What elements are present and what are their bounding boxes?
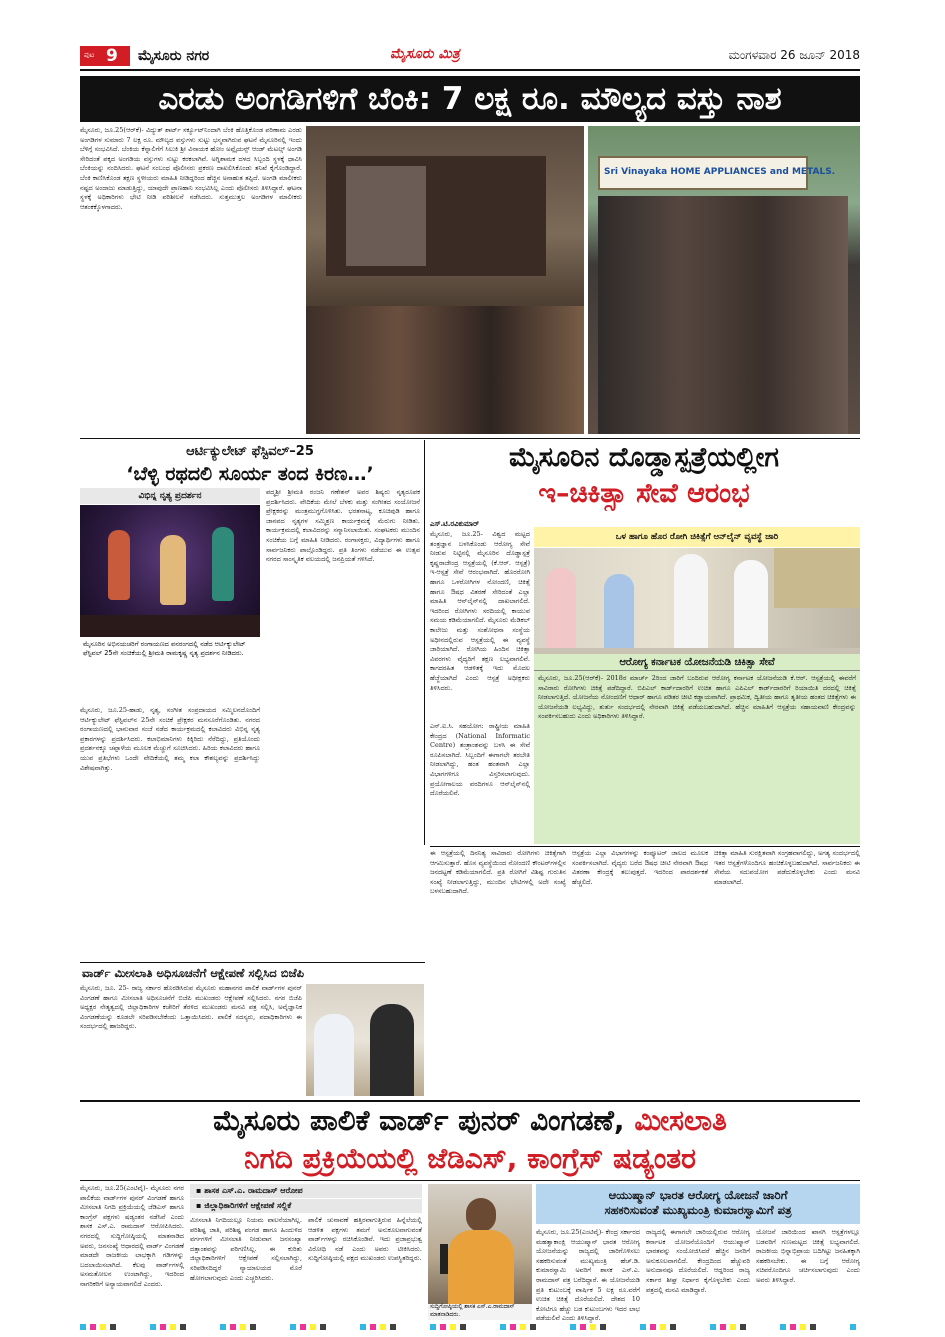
speaker-head	[466, 1198, 496, 1232]
ayushman-col-1: ಮೈಸೂರು, ಜೂ.25(ಎಂಟಿವೈ)- ಕೇಂದ್ರ ಸರ್ಕಾರದ ಮಹತ್ವಾಕಾಂಕ್ಷಿ ಆಯುಷ್ಮಾನ್ ಭಾರತ ಆರೋಗ್ಯ ಯೋಜನೆಯನ್ನು ರಾಜ್ಯದಲ್ಲಿ ಜಾರಿಗೊಳಿಸಲು ಸಹಕರಿಸುವಂತೆ ಮುಖ್ಯಮಂತ್ರಿ ಹೆಚ್.ಡಿ. ಕುಮಾರಸ್ವಾಮಿ ಅವರಿಗೆ ಶಾಸಕ ಎಸ್.ಎ. ರಾಮದಾಸ್ ಪತ್ರ ಬರೆದಿದ್ದಾರೆ. ಈ ಯೋಜನೆಯಡಿ ಪ್ರತಿ ಕುಟುಂಬಕ್ಕೆ ವಾರ್ಷಿಕ 5 ಲಕ್ಷ ರೂ.ವರೆಗೆ ಉಚಿತ ಚಿಕಿತ್ಸೆ ದೊರೆಯಲಿದೆ. ದೇಶದ 10 ಕೋಟಿಗೂ ಹೆಚ್ಚು ಬಡ ಕುಟುಂಬಗಳು ಇದರ ಲಾಭ ಪಡೆಯಲಿವೆ ಎಂದು ತಿಳಿಸಿದ್ದಾರೆ.	[536, 1228, 640, 1323]
palike-headline-red: ಮೀಸಲಾತಿ	[634, 1104, 727, 1137]
hospital-col: ಮೈಸೂರು, ಜೂ.25- ವಿಶ್ವದ ಮಟ್ಟದ ತಂತ್ರಜ್ಞಾನ ಬಳಸಿಕೊಂಡು ಆರೋಗ್ಯ ಸೇವೆ ನೀಡುವ ನಿಟ್ಟಿನಲ್ಲಿ ಮೈಸೂರಿನ ದೊಡ್ಡಾಸ್ಪತ್ರೆ ಕೃಷ್ಣರಾಜೇಂದ್ರ ಆಸ್ಪತ್ರೆಯಲ್ಲಿ (ಕೆ.ಆರ್. ಆಸ್ಪತ್ರೆ) ಇ-ಆಸ್ಪತ್ರೆ ಸೇವೆ ಆರಂಭವಾಗಿದೆ. ಹೊರರೋಗಿ ಹಾಗೂ ಒಳರೋಗಿಗಳ ನೋಂದಣಿ, ಚಿಕಿತ್ಸೆ ಹಾಗೂ ಔಷಧ ವಿತರಣೆ ಸೇರಿದಂತೆ ಎಲ್ಲಾ ಮಾಹಿತಿ ಆನ್‌ಲೈನ್‌ನಲ್ಲಿ ದಾಖಲಾಗಲಿದೆ. ಇದರಿಂದ ರೋಗಿಗಳು ಸರದಿಯಲ್ಲಿ ಕಾಯುವ ಸಮಯ ಕಡಿಮೆಯಾಗಲಿದೆ. ಮೈಸೂರು ಮೆಡಿಕಲ್ ಕಾಲೇಜು ಮತ್ತು ಸಂಶೋಧನಾ ಸಂಸ್ಥೆಯ ಅಧೀನದಲ್ಲಿರುವ ಆಸ್ಪತ್ರೆಯಲ್ಲಿ ಈ ವ್ಯವಸ್ಥೆ ಜಾರಿಯಾಗಿದೆ. ರೋಗಿಯ ಹಿಂದಿನ ಚಿಕಿತ್ಸಾ ವಿವರಗಳು ವೈದ್ಯರಿಗೆ ತಕ್ಷಣ ಲಭ್ಯವಾಗಲಿವೆ. ಕಾಗದರಹಿತ ಆಡಳಿತಕ್ಕೆ ಇದು ಮೊದಲ ಹೆಜ್ಜೆಯಾಗಿದೆ ಎಂದು ಆಸ್ಪತ್ರೆ ಅಧೀಕ್ಷಕರು ತಿಳಿಸಿದರು.	[430, 530, 530, 692]
fest-kicker: ಆರ್ಟಿಕ್ಯುಲೇಟ್ ಫೆಸ್ಟಿವಲ್–25	[186, 444, 314, 459]
palike-col-3: ಪಾಲಿಕೆ ಚುನಾವಣೆ ಹತ್ತಿರವಾಗುತ್ತಿರುವ ಹಿನ್ನೆಲೆಯಲ್ಲಿ ಆಡಳಿತ ಪಕ್ಷಗಳು ತಮಗೆ ಅನುಕೂಲವಾಗುವಂತೆ ವಾರ್ಡ್‌ಗಳನ್ನು ರಚಿಸಿಕೊಂಡಿವೆ. ಇದು ಪ್ರಜಾಪ್ರಭುತ್ವ ವಿರೋಧಿ ನಡೆ ಎಂದು ಅವರು ಟೀಕಿಸಿದರು. ಸುದ್ದಿಗೋಷ್ಠಿಯಲ್ಲಿ ಪಕ್ಷದ ಮುಖಂಡರು ಉಪಸ್ಥಿತರಿದ್ದರು.	[308, 1216, 422, 1263]
fire-bottom-rule	[80, 438, 860, 439]
palike-headline-1	[80, 1104, 860, 1138]
ayushman-header	[536, 1184, 860, 1224]
palike-col-2: ಮೀಸಲಾತಿ ನಿಗದಿಯಲ್ಲೂ ನಿಯಮ ಪಾಲನೆಯಾಗಿಲ್ಲ. ಪರಿಶಿಷ್ಟ ಜಾತಿ, ಪರಿಶಿಷ್ಟ ಪಂಗಡ ಹಾಗೂ ಹಿಂದುಳಿದ ವರ್ಗಗಳಿಗೆ ಮೀಸಲಾತಿ ನೀಡುವಾಗ ಜನಸಂಖ್ಯಾ ದತ್ತಾಂಶವನ್ನು ಪರಿಗಣಿಸಿಲ್ಲ. ಈ ಕುರಿತು ಜಿಲ್ಲಾಧಿಕಾರಿಗಳಿಗೆ ಆಕ್ಷೇಪಣೆ ಸಲ್ಲಿಸಲಾಗಿದ್ದು, ಸರಿಪಡಿಸದಿದ್ದರೆ ನ್ಯಾಯಾಲಯದ ಮೊರೆ ಹೋಗಲಾಗುವುದು ಎಂದು ಎಚ್ಚರಿಸಿದರು.	[190, 1216, 302, 1282]
person-3	[674, 554, 708, 648]
ward-headline: ವಾರ್ಡ್ ಮೀಸಲಾತಿ ಅಧಿಸೂಚನೆಗೆ ಆಕ್ಷೇಪಣೆ ಸಲ್ಲಿಸಿದ ಬಿಜೆಪಿ	[82, 966, 305, 980]
debris	[306, 306, 584, 434]
page-number: 9	[106, 46, 118, 66]
hospital-lower-col-3: ಚಿಕಿತ್ಸಾ ಮಾಹಿತಿ ಸುರಕ್ಷಿತವಾಗಿ ಸಂಗ್ರಹವಾಗಲಿದ್ದು, ಅಗತ್ಯ ಸಂದರ್ಭದಲ್ಲಿ ಇತರ ಆಸ್ಪತ್ರೆಗಳೊಂದಿಗೂ ಹಂಚಿಕೊಳ್ಳಬಹುದಾಗಿದೆ. ಸಾರ್ವಜನಿಕರು ಈ ಸೇವೆಯ ಸದುಪಯೋಗ ಪಡೆದುಕೊಳ್ಳಬೇಕು ಎಂದು ಮನವಿ ಮಾಡಲಾಗಿದೆ.	[714, 849, 860, 886]
page-label: ಪುಟ	[84, 51, 95, 59]
ramdas-photo	[428, 1184, 532, 1304]
page-date: ಮಂಗಳವಾರ 26 ಜೂನ್ 2018	[728, 48, 860, 62]
official-1	[314, 1014, 354, 1096]
ayushman-col-3: ಯೋಜನೆ ಜಾರಿಯಿಂದ ಖಾಸಗಿ ಆಸ್ಪತ್ರೆಗಳಲ್ಲೂ ಬಡವರಿಗೆ ಗುಣಮಟ್ಟದ ಚಿಕಿತ್ಸೆ ಲಭ್ಯವಾಗಲಿದೆ. ರಾಜಕೀಯ ಭಿನ್ನಾಭಿಪ್ರಾಯ ಬದಿಗಿಟ್ಟು ಜನಹಿತಕ್ಕಾಗಿ ಸಹಕರಿಸಬೇಕು. ಈ ಬಗ್ಗೆ ಆರೋಗ್ಯ ಸಚಿವರೊಂದಿಗೂ ಚರ್ಚಿಸಲಾಗುವುದು ಎಂದು ಅವರು ತಿಳಿಸಿದ್ದಾರೆ.	[756, 1228, 860, 1284]
hospital-col-b: ಎನ್.ಐ.ಸಿ. ಸಹಯೋಗ: ರಾಷ್ಟ್ರೀಯ ಮಾಹಿತಿ ಕೇಂದ್ರದ (National Informatic Centre) ತಂತ್ರಾಂಶವನ್ನು ಬಳಸಿ ಈ ಸೇವೆ ರೂಪಿಸಲಾಗಿದೆ. ಸಿಬ್ಬಂದಿಗೆ ಈಗಾಗಲೇ ತರಬೇತಿ ನೀಡಲಾಗಿದ್ದು, ಹಂತ ಹಂತವಾಗಿ ಎಲ್ಲಾ ವಿಭಾಗಗಳಿಗೂ ವಿಸ್ತರಿಸಲಾಗುವುದು. ಪ್ರಯೋಗಾಲಯ ವರದಿಗಳೂ ಆನ್‌ಲೈನ್‌ನಲ್ಲಿ ದೊರೆಯಲಿವೆ.	[430, 722, 530, 798]
official-2	[370, 1004, 414, 1096]
hospital-headline-2: ಇ–ಚಿಕಿತ್ಸಾ ಸೇವೆ ಆರಂಭ	[538, 478, 750, 509]
stage-floor	[80, 615, 260, 637]
dancer-1	[108, 530, 130, 600]
ayushman-col-2: ರಾಜ್ಯದಲ್ಲಿ ಈಗಾಗಲೇ ಜಾರಿಯಲ್ಲಿರುವ ಆರೋಗ್ಯ ಕರ್ನಾಟಕ ಯೋಜನೆಯೊಂದಿಗೆ ಆಯುಷ್ಮಾನ್ ಭಾರತವನ್ನು ಸಂಯೋಜಿಸಿದರೆ ಹೆಚ್ಚಿನ ಜನರಿಗೆ ಅನುಕೂಲವಾಗಲಿದೆ. ಕೇಂದ್ರದಿಂದ ಹೆಚ್ಚುವರಿ ಅನುದಾನವೂ ದೊರೆಯಲಿದೆ. ಆದ್ದರಿಂದ ರಾಜ್ಯ ಸರ್ಕಾರ ಶೀಘ್ರ ನಿರ್ಧಾರ ಕೈಗೊಳ್ಳಬೇಕು ಎಂದು ಪತ್ರದಲ್ಲಿ ಮನವಿ ಮಾಡಿದ್ದಾರೆ.	[646, 1228, 750, 1294]
page-number-box	[80, 46, 130, 66]
fest-col-1: ಮೈಸೂರು, ಜೂ.25-ಹಾಡು, ನೃತ್ಯ, ಸಂಗೀತ ಸಂಪ್ರದಾಯದ ಸಮ್ಮಿಲನದೊಂದಿಗೆ ಆರ್ಟಿಕ್ಯುಲೇಟ್ ಫೆಸ್ಟಿವಲ್‌ನ 25ನೇ ಸಂಚಿಕೆ ಪ್ರೇಕ್ಷಕರ ಮನಸೂರೆಗೊಂಡಿತು. ನಗರದ ರಂಗಾಯಣದಲ್ಲಿ ಭಾನುವಾರ ಸಂಜೆ ನಡೆದ ಕಾರ್ಯಕ್ರಮದಲ್ಲಿ ಕಲಾವಿದರು ವಿಭಿನ್ನ ನೃತ್ಯ ಪ್ರಕಾರಗಳನ್ನು ಪ್ರದರ್ಶಿಸಿದರು. ಕಲಾಭಿಮಾನಿಗಳು ಕಿಕ್ಕಿರಿದು ನೆರೆದಿದ್ದು, ಪ್ರತಿಯೊಂದು ಪ್ರದರ್ಶನಕ್ಕೂ ಚಪ್ಪಾಳೆಯ ಮೂಲಕ ಮೆಚ್ಚುಗೆ ಸೂಚಿಸಿದರು. ಹಿರಿಯ ಕಲಾವಿದರು ಹಾಗೂ ಯುವ ಪ್ರತಿಭೆಗಳು ಒಂದೇ ವೇದಿಕೆಯಲ್ಲಿ ತಮ್ಮ ಕಲಾ ಕೌಶಲ್ಯವನ್ನು ಪ್ರದರ್ಶಿಸಿದ್ದು ವಿಶೇಷವಾಗಿತ್ತು.	[80, 706, 260, 772]
fire-story-body: ಮೈಸೂರು, ಜೂ.25(ಆರ್‌ಕೆ)- ವಿದ್ಯುತ್ ಶಾರ್ಟ್ ಸರ್ಕ್ಯೂಟ್‌ನಿಂದಾಗಿ ಬೆಂಕಿ ಹೊತ್ತಿಕೊಂಡ ಪರಿಣಾಮ ಎರಡು ಅಂಗಡಿಗಳ ಸುಮಾರು 7 ಲಕ್ಷ ರೂ. ಮೌಲ್ಯದ ವಸ್ತುಗಳು ಸುಟ್ಟು ಭಸ್ಮವಾಗಿರುವ ಘಟನೆ ಮೈಸೂರಿನಲ್ಲಿ ಇಂದು ಬೆಳಿಗ್ಗೆ ಸಂಭವಿಸಿದೆ. ಬೆಂಕಿಯ ಕೆನ್ನಾಲಿಗೆಗೆ ಸಿಲುಕಿ ಶ್ರೀ ವಿನಾಯಕ ಹೋಂ ಅಪ್ಲೈಯನ್ಸ್ ಆಂಡ್ ಮೆಟಲ್ಸ್ ಅಂಗಡಿ ಸೇರಿದಂತೆ ಪಕ್ಕದ ಅಂಗಡಿಯ ವಸ್ತುಗಳು ಸುಟ್ಟು ಕರಕಲಾಗಿವೆ. ಅಗ್ನಿಶಾಮಕ ದಳದ ಸಿಬ್ಬಂದಿ ಸ್ಥಳಕ್ಕೆ ಧಾವಿಸಿ ಬೆಂಕಿಯನ್ನು ನಂದಿಸಿದರು. ಘಟನೆ ಸಂಬಂಧ ಪೊಲೀಸರು ಪ್ರಕರಣ ದಾಖಲಿಸಿಕೊಂಡು ತನಿಖೆ ಕೈಗೊಂಡಿದ್ದಾರೆ. ಬೆಂಕಿ ಕಾಣಿಸಿಕೊಂಡ ತಕ್ಷಣ ಸ್ಥಳೀಯರು ಮಾಹಿತಿ ನೀಡಿದ್ದರಿಂದ ಹೆಚ್ಚಿನ ಅನಾಹುತ ತಪ್ಪಿದೆ. ಅಂಗಡಿ ಮಾಲೀಕರು ನಷ್ಟದ ಅಂದಾಜು ಮಾಡುತ್ತಿದ್ದು, ಯಾವುದೇ ಪ್ರಾಣಹಾನಿ ಸಂಭವಿಸಿಲ್ಲ ಎಂದು ಪೊಲೀಸರು ತಿಳಿಸಿದ್ದಾರೆ. ಘಟನಾ ಸ್ಥಳಕ್ಕೆ ಅಧಿಕಾರಿಗಳು ಭೇಟಿ ನೀಡಿ ಪರಿಶೀಲನೆ ನಡೆಸಿದರು. ಸುತ್ತಮುತ್ತಲ ಅಂಗಡಿಗಳ ಮಾಲೀಕರು ಆತಂಕಕ್ಕೊಳಗಾದರು.	[80, 126, 302, 211]
palike-bullet-1: ▪ ಶಾಸಕ ಎಸ್.ಎ. ರಾಮದಾಸ್ ಆರೋಪ	[190, 1184, 422, 1198]
arogya-box	[534, 654, 860, 844]
arogya-body: ಮೈಸೂರು, ಜೂ.25(ಆರ್‌ಕೆ)- 2018ರ ಮಾರ್ಚ್ 2ರಿಂದ ಜಾರಿಗೆ ಬಂದಿರುವ ಆರೋಗ್ಯ ಕರ್ನಾಟಕ ಯೋಜನೆಯಡಿ ಕೆ.ಆರ್. ಆಸ್ಪತ್ರೆಯಲ್ಲಿ ಈವರೆಗೆ ಸಾವಿರಾರು ರೋಗಿಗಳು ಚಿಕಿತ್ಸೆ ಪಡೆದಿದ್ದಾರೆ. ಬಿಪಿಎಲ್ ಕಾರ್ಡ್‌ದಾರರಿಗೆ ಉಚಿತ ಹಾಗೂ ಎಪಿಎಲ್ ಕಾರ್ಡ್‌ದಾರರಿಗೆ ರಿಯಾಯಿತಿ ದರದಲ್ಲಿ ಚಿಕಿತ್ಸೆ ನೀಡಲಾಗುತ್ತಿದೆ. ಯೋಜನೆಯ ನೋಂದಣಿಗೆ ಆಧಾರ್ ಹಾಗೂ ಪಡಿತರ ಚೀಟಿ ಕಡ್ಡಾಯವಾಗಿದೆ. ಪ್ರಾಥಮಿಕ, ದ್ವಿತೀಯ ಹಾಗೂ ತೃತೀಯ ಹಂತದ ಚಿಕಿತ್ಸೆಗಳು ಈ ಯೋಜನೆಯಡಿ ಲಭ್ಯವಿದ್ದು, ತುರ್ತು ಸಂದರ್ಭದಲ್ಲಿ ನೇರವಾಗಿ ಚಿಕಿತ್ಸೆ ಪಡೆಯಬಹುದಾಗಿದೆ. ಹೆಚ್ಚಿನ ಮಾಹಿತಿಗೆ ಆಸ್ಪತ್ರೆಯ ಸಹಾಯವಾಣಿ ಕೇಂದ್ರವನ್ನು ಸಂಪರ್ಕಿಸಬಹುದು ಎಂದು ಅಧಿಕಾರಿಗಳು ತಿಳಿಸಿದ್ದಾರೆ.	[538, 674, 856, 721]
fest-col-2: ಪದ್ಮಶ್ರೀ ಶ್ರೀಮತಿ ರಂಜನಿ ಗಣೇಶನ್ ಅವರ ಶಿಷ್ಯರು ನೃತ್ಯರೂಪಕ ಪ್ರದರ್ಶಿಸಿದರು. ವೇದಿಕೆಯ ಮೇಲೆ ಬೆಳಕು ಮತ್ತು ಸಂಗೀತದ ಸಂಯೋಜನೆ ಪ್ರೇಕ್ಷಕರನ್ನು ಮಂತ್ರಮುಗ್ಧಗೊಳಿಸಿತು. ಭರತನಾಟ್ಯ, ಕೂಚಿಪುಡಿ ಹಾಗೂ ಜಾನಪದ ನೃತ್ಯಗಳ ಸಮ್ಮಿಶ್ರಣ ಕಾರ್ಯಕ್ರಮಕ್ಕೆ ಮೆರುಗು ನೀಡಿತು. ಕಾರ್ಯಕ್ರಮದಲ್ಲಿ ಕಲಾವಿದರನ್ನು ಸನ್ಮಾನಿಸಲಾಯಿತು. ಸಂಘಟಕರು ಮುಂದಿನ ಸಂಚಿಕೆಯ ಬಗ್ಗೆ ಮಾಹಿತಿ ನೀಡಿದರು. ರಂಗಾಸಕ್ತರು, ವಿದ್ಯಾರ್ಥಿಗಳು ಹಾಗೂ ಸಾರ್ವಜನಿಕರು ಪಾಲ್ಗೊಂಡಿದ್ದರು. ಪ್ರತಿ ತಿಂಗಳು ನಡೆಯುವ ಈ ಉತ್ಸವ ನಗರದ ಸಾಂಸ್ಕೃತಿಕ ವಲಯದಲ್ಲಿ ಜನಪ್ರಿಯತೆ ಗಳಿಸಿದೆ.	[266, 488, 420, 564]
hospital-photo	[534, 548, 860, 648]
hospital-lower-rule	[430, 846, 860, 847]
arogya-title: ಆರೋಗ್ಯ ಕರ್ನಾಟಕ ಯೋಜನೆಯಡಿ ಚಿಕಿತ್ಸಾ ಸೇವೆ	[534, 654, 860, 671]
shop-interior	[598, 196, 848, 434]
microphone-icon	[440, 1244, 448, 1274]
page-header	[80, 44, 860, 68]
fest-photo-label: ವಿಭಿನ್ನ ನೃತ್ಯ ಪ್ರದರ್ಶನ	[80, 488, 260, 504]
palike-headline-black: ಮೈಸೂರು ಪಾಲಿಕೆ ವಾರ್ಡ್ ಪುನರ್ ವಿಂಗಡಣೆ,	[213, 1104, 625, 1137]
fest-headline: ‘ಬೆಳ್ಳಿ ರಥದಲಿ ಸೂರ್ಯ ತಂದ ಕಿರಣ…’	[126, 463, 374, 485]
dancer-2	[160, 535, 186, 605]
fire-photo-right	[588, 126, 860, 434]
masthead-logo: ಮೈಸೂರು ಮಿತ್ರ	[390, 46, 460, 62]
ward-top-rule	[80, 962, 425, 963]
registration-marks-bottom	[80, 1324, 860, 1330]
ayushman-headline-2: ಸಹಕರಿಸುವಂತೆ ಮುಖ್ಯಮಂತ್ರಿ ಕುಮಾರಸ್ವಾಮಿಗೆ ಪತ್ರ	[604, 1203, 792, 1217]
signboard-text: Sri Vinayaka HOME APPLIANCES and METALS.	[604, 167, 836, 177]
section-name: ಮೈಸೂರು ನಗರ	[138, 48, 210, 64]
person-2	[604, 574, 634, 648]
fire-headline: ಎರಡು ಅಂಗಡಿಗಳಿಗೆ ಬೆಂಕಿ: 7 ಲಕ್ಷ ರೂ. ಮೌಲ್ಯದ ವಸ್ತು ನಾಶ	[158, 81, 782, 117]
hospital-lower-col-2: ಆಸ್ಪತ್ರೆಯ ಎಲ್ಲಾ ವಿಭಾಗಗಳನ್ನು ಕಂಪ್ಯೂಟರ್ ಜಾಲದ ಮೂಲಕ ಸಂಪರ್ಕಿಸಲಾಗಿದೆ. ವೈದ್ಯರು ಬರೆದ ಔಷಧ ಚೀಟಿ ನೇರವಾಗಿ ಔಷಧ ವಿತರಣಾ ಕೇಂದ್ರಕ್ಕೆ ತಲುಪುತ್ತದೆ. ಇದರಿಂದ ಪಾರದರ್ಶಕತೆ ಹೆಚ್ಚಲಿದೆ.	[572, 849, 708, 886]
speaker-body	[448, 1230, 514, 1304]
ramdas-caption: ಸುದ್ದಿಗೋಷ್ಠಿಯಲ್ಲಿ ಶಾಸಕ ಎಸ್.ಎ.ರಾಮದಾಸ್ ಮಾತನಾಡಿದರು.	[428, 1304, 532, 1320]
hospital-vrule	[424, 440, 425, 845]
header-rule	[80, 69, 860, 71]
dancer-3	[212, 527, 234, 601]
ward-photo	[306, 984, 424, 1096]
hospital-photo-label: ಒಳ ಹಾಗೂ ಹೊರ ರೋಗಿ ಚಿಕಿತ್ಸೆಗೆ ಆನ್‌ಲೈನ್ ವ್ಯವಸ್ಥೆ ಜಾರಿ	[534, 527, 860, 547]
hospital-headline-1: ಮೈಸೂರಿನ ದೊಡ್ಡಾಸ್ಪತ್ರೆಯಲ್ಲೀಗ	[509, 442, 779, 473]
shutter	[346, 166, 426, 266]
palike-mid-rule	[80, 1180, 860, 1181]
palike-col-1: ಮೈಸೂರು, ಜೂ.25(ಎಂಟಿವೈ)- ಮೈಸೂರು ನಗರ ಪಾಲಿಕೆಯ ವಾರ್ಡ್‌ಗಳ ಪುನರ್ ವಿಂಗಡಣೆ ಹಾಗೂ ಮೀಸಲಾತಿ ನಿಗದಿ ಪ್ರಕ್ರಿಯೆಯಲ್ಲಿ ಜೆಡಿಎಸ್ ಹಾಗೂ ಕಾಂಗ್ರೆಸ್ ಪಕ್ಷಗಳು ಷಡ್ಯಂತರ ನಡೆಸಿವೆ ಎಂದು ಶಾಸಕ ಎಸ್.ಎ. ರಾಮದಾಸ್ ಆರೋಪಿಸಿದರು. ನಗರದಲ್ಲಿ ಸುದ್ದಿಗೋಷ್ಠಿಯಲ್ಲಿ ಮಾತನಾಡಿದ ಅವರು, ಜನಸಂಖ್ಯೆ ಆಧಾರದಲ್ಲಿ ವಾರ್ಡ್ ವಿಂಗಡಣೆ ಮಾಡದೇ ರಾಜಕೀಯ ಲಾಭಕ್ಕಾಗಿ ಗಡಿಗಳನ್ನು ಬದಲಾಯಿಸಲಾಗಿದೆ. ಕೆಲವು ವಾರ್ಡ್‌ಗಳಲ್ಲಿ ಅಸಮತೋಲನ ಉಂಟಾಗಿದ್ದು, ಇದರಿಂದ ನಾಗರಿಕರಿಗೆ ಅನ್ಯಾಯವಾಗಲಿದೆ ಎಂದರು.	[80, 1184, 184, 1288]
hospital-lower-col-1: ಈ ಆಸ್ಪತ್ರೆಯಲ್ಲಿ ದಿನನಿತ್ಯ ಸಾವಿರಾರು ರೋಗಿಗಳು ಚಿಕಿತ್ಸೆಗಾಗಿ ಆಗಮಿಸುತ್ತಾರೆ. ಹೊಸ ವ್ಯವಸ್ಥೆಯಿಂದ ನೋಂದಣಿ ಕೌಂಟರ್‌ಗಳಲ್ಲಿನ ಜನದಟ್ಟಣೆ ಕಡಿಮೆಯಾಗಲಿದೆ. ಪ್ರತಿ ರೋಗಿಗೆ ವಿಶಿಷ್ಟ ಗುರುತಿನ ಸಂಖ್ಯೆ ನೀಡಲಾಗುತ್ತಿದ್ದು, ಮುಂದಿನ ಭೇಟಿಗಳಲ್ಲಿ ಅದೇ ಸಂಖ್ಯೆ ಬಳಸಬಹುದಾಗಿದೆ.	[430, 849, 566, 896]
palike-bullet-2: ▪ ಜಿಲ್ಲಾಧಿಕಾರಿಗಳಿಗೆ ಆಕ್ಷೇಪಣೆ ಸಲ್ಲಿಕೆ	[190, 1199, 422, 1213]
window-shelf	[774, 548, 860, 608]
ward-body: ಮೈಸೂರು, ಜೂ. 25- ರಾಜ್ಯ ಸರ್ಕಾರ ಹೊರಡಿಸಿರುವ ಮೈಸೂರು ಮಹಾನಗರ ಪಾಲಿಕೆ ವಾರ್ಡ್‌ಗಳ ಪುನರ್ ವಿಂಗಡಣೆ ಹಾಗೂ ಮೀಸಲಾತಿ ಅಧಿಸೂಚನೆಗೆ ಬಿಜೆಪಿ ಮುಖಂಡರು ಆಕ್ಷೇಪಣೆ ಸಲ್ಲಿಸಿದರು. ನಗರ ಬಿಜೆಪಿ ಅಧ್ಯಕ್ಷರ ನೇತೃತ್ವದಲ್ಲಿ ಜಿಲ್ಲಾಧಿಕಾರಿಗಳ ಕಚೇರಿಗೆ ತೆರಳಿದ ಮುಖಂಡರು ಮನವಿ ಪತ್ರ ಸಲ್ಲಿಸಿ, ಅವೈಜ್ಞಾನಿಕ ವಿಂಗಡಣೆಯನ್ನು ಕೂಡಲೇ ಸರಿಪಡಿಸಬೇಕೆಂದು ಒತ್ತಾಯಿಸಿದರು. ಪಾಲಿಕೆ ಸದಸ್ಯರು, ಪದಾಧಿಕಾರಿಗಳು ಈ ಸಂದರ್ಭದಲ್ಲಿ ಹಾಜರಿದ್ದರು.	[80, 984, 302, 1031]
hospital-byline: ಎಸ್.ಟಿ.ರವಿಕುಮಾರ್	[430, 520, 480, 528]
fest-caption: ಮೈಸೂರಿನ ಅಭಿನಯಚರಿಗೆ ರಂಗಾಯಣದ ವನರಂಗದಲ್ಲಿ ನಡೆದ ಆರ್ಟಿಕ್ಯುಲೇಟ್ ಫೆಸ್ಟಿವಲ್ 25ನೇ ಸಂಚಿಕೆಯಲ್ಲಿ ಶ್ರೀಮತಿ ರಾಮಕೃಷ್ಣ ನೃತ್ಯ ಪ್ರದರ್ಶನ ನೀಡಿದರು.	[80, 638, 260, 704]
palike-headline-2: ನಿಗದಿ ಪ್ರಕ್ರಿಯೆಯಲ್ಲಿ ಜೆಡಿಎಸ್, ಕಾಂಗ್ರೆಸ್ ಷಡ್ಯಂತರ	[244, 1142, 696, 1175]
palike-top-rule	[80, 1100, 860, 1102]
person-1	[546, 568, 576, 648]
shop-signboard	[598, 156, 836, 190]
ayushman-headline-1: ಆಯುಷ್ಮಾನ್ ಭಾರತ ಆರೋಗ್ಯ ಯೋಜನೆ ಜಾರಿಗೆ	[608, 1188, 788, 1202]
person-4	[734, 560, 768, 648]
fire-photo-left	[306, 126, 584, 434]
dance-photo	[80, 505, 260, 637]
fire-headline-bar	[80, 76, 860, 122]
